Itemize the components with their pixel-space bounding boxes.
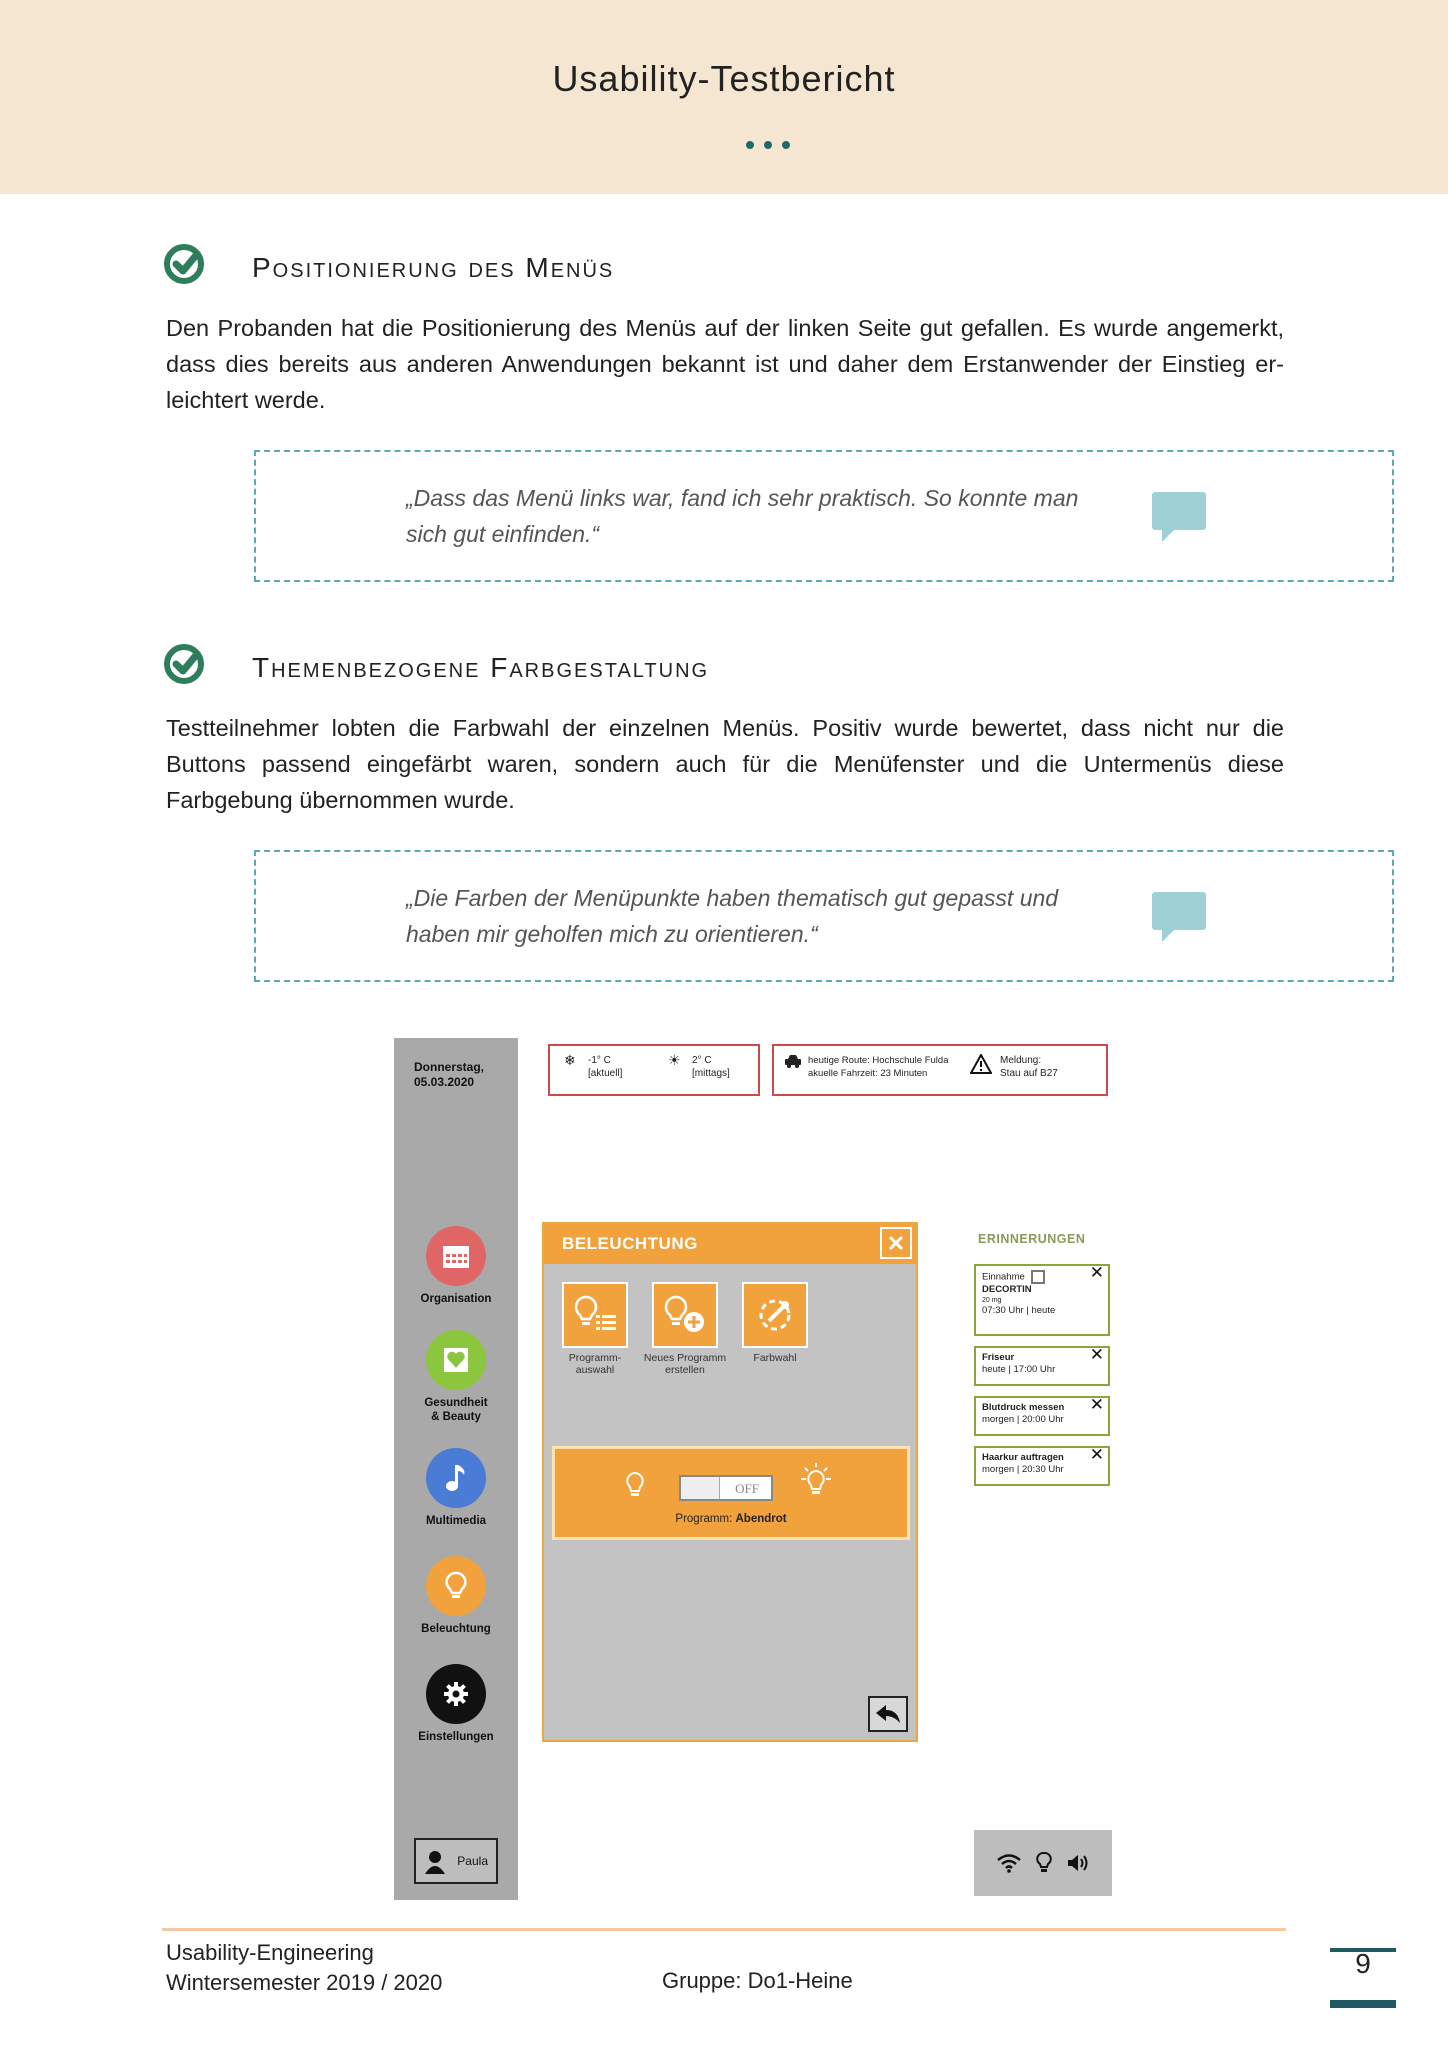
status-bar xyxy=(974,1830,1112,1896)
color-select-button[interactable] xyxy=(742,1282,808,1348)
menu-label: Gesundheit & Beauty xyxy=(424,1397,488,1423)
heart-icon xyxy=(426,1330,486,1390)
lightbulb-on-icon xyxy=(793,1463,839,1503)
footer-group: Gruppe: Do1-Heine xyxy=(662,1968,853,1993)
quote-text: „Die Farben der Menüpunkte haben thematisch gut gepasst und haben mir geholfen mich zu orientieren.“ xyxy=(406,885,1059,947)
header-dots-icon xyxy=(746,136,800,154)
user-button[interactable] xyxy=(414,1838,498,1884)
user-icon xyxy=(424,1850,446,1874)
speech-bubble-icon xyxy=(1152,492,1208,542)
speech-bubble-icon xyxy=(1152,892,1208,942)
section-paragraph: Den Probanden hat die Positionierung des Menüs auf der linken Seite gut gefallen. Es wurde angemerkt, dass dies bereits aus anderen Anwendungen bekannt ist und daher dem Erstanwender der Einstieg er-leichtert werde. xyxy=(166,315,1284,413)
quote-box xyxy=(254,850,1394,982)
footer-left xyxy=(166,1938,442,1998)
user-name: Paula xyxy=(457,1854,488,1868)
menu-item-organisation[interactable] xyxy=(394,1226,518,1306)
new-program-button[interactable] xyxy=(652,1282,718,1348)
footer-semester: Wintersemester 2019 / 2020 xyxy=(166,1970,443,1995)
close-icon[interactable]: ✕ xyxy=(1089,1263,1104,1282)
menu-label: Multimedia xyxy=(425,1515,487,1527)
footer-divider xyxy=(162,1928,1286,1931)
color-wheel-icon xyxy=(755,1295,795,1335)
check-circle-icon xyxy=(164,244,204,284)
calendar-icon xyxy=(426,1226,486,1286)
quote-box xyxy=(254,450,1394,582)
page-number-bar xyxy=(1330,2000,1396,2008)
sun-icon: ☀ xyxy=(668,1052,681,1068)
lightbulb-off-icon xyxy=(625,1471,645,1499)
gear-icon xyxy=(426,1664,486,1724)
menu-item-multimedia[interactable] xyxy=(394,1448,518,1528)
close-icon[interactable]: ✕ xyxy=(1089,1445,1104,1464)
menu-label: Organisation xyxy=(420,1293,492,1305)
warning-icon xyxy=(970,1054,992,1074)
page-number: 9 xyxy=(1355,1948,1371,1979)
section-heading xyxy=(164,244,1264,294)
close-icon[interactable]: ✕ xyxy=(1089,1395,1104,1414)
menu-label: Beleuchtung xyxy=(421,1623,491,1635)
menu-item-health-beauty[interactable] xyxy=(394,1330,518,1424)
reminder-item[interactable]: Haarkur auftragen morgen | 20:30 Uhr ✕ xyxy=(974,1446,1110,1486)
reminder-item[interactable]: Einnahme DECORTIN 20 mg 07:30 Uhr | heute ✕ xyxy=(974,1264,1110,1336)
close-icon[interactable]: ✕ xyxy=(1089,1345,1104,1364)
light-toggle-switch[interactable] xyxy=(679,1475,773,1501)
footer-course: Usability-Engineering xyxy=(166,1940,374,1965)
menu-item-settings[interactable] xyxy=(394,1664,518,1744)
program-select-button[interactable] xyxy=(562,1282,628,1348)
traffic-box: heutige Route: Hochschule Fulda akuelle Fahrzeit: 23 Minuten Meldung: Stau auf B27 xyxy=(772,1044,1108,1096)
lighting-panel xyxy=(542,1222,918,1742)
section-title: Positionierung des Menüs xyxy=(252,252,615,283)
speaker-icon[interactable] xyxy=(1066,1853,1090,1873)
lightbulb-icon xyxy=(426,1556,486,1616)
reminders-title: ERINNERUNGEN xyxy=(978,1232,1086,1246)
menu-label: Einstellungen xyxy=(418,1731,494,1743)
snowflake-icon: ❄ xyxy=(564,1052,576,1068)
button-label: Programm- auswahl xyxy=(568,1352,622,1376)
app-screenshot xyxy=(394,1038,1112,1900)
back-arrow-icon xyxy=(874,1703,902,1725)
page-title: Usability-Testbericht xyxy=(552,58,896,99)
close-icon xyxy=(888,1235,904,1251)
lighting-toggle-box xyxy=(552,1446,910,1540)
check-circle-icon xyxy=(164,644,204,684)
date-display: Donnerstag, 05.03.2020 xyxy=(414,1060,485,1089)
lightbulb-add-icon xyxy=(662,1295,708,1335)
close-button[interactable] xyxy=(880,1227,912,1259)
section-heading xyxy=(164,644,1264,694)
car-icon xyxy=(784,1054,802,1068)
button-label: Neues Programm erstellen xyxy=(643,1352,727,1376)
page-header xyxy=(0,0,1448,194)
quote-text: „Dass das Menü links war, fand ich sehr praktisch. So konnte man sich gut einfinden.“ xyxy=(406,485,1079,547)
reminder-item[interactable]: Friseur heute | 17:00 Uhr ✕ xyxy=(974,1346,1110,1386)
lightbulb-list-icon xyxy=(572,1295,618,1335)
section-paragraph: Testteilnehmer lobten die Farbwahl der einzelnen Menüs. Positiv wurde bewertet, dass nicht nur die Buttons passend eingefärbt waren, sondern auch für die Menüfenster und die Untermenüs diese Farbgebung übernommen wurde. xyxy=(166,715,1284,813)
lightbulb-icon[interactable] xyxy=(1036,1851,1052,1875)
music-note-icon xyxy=(426,1448,486,1508)
panel-title: BELEUCHTUNG xyxy=(562,1234,698,1253)
reminder-item[interactable]: Blutdruck messen morgen | 20:00 Uhr ✕ xyxy=(974,1396,1110,1436)
back-button[interactable] xyxy=(868,1696,908,1732)
program-status: Programm: Abendrot xyxy=(675,1513,787,1525)
section-title: Themenbezogene Farbgestaltung xyxy=(252,652,710,683)
wifi-icon[interactable] xyxy=(996,1853,1022,1873)
menu-item-lighting[interactable] xyxy=(394,1556,518,1636)
sidebar xyxy=(394,1038,518,1900)
toggle-state: OFF xyxy=(735,1481,759,1496)
weather-box: ❄ -1° C [aktuell] ☀ 2° C [mittags] xyxy=(548,1044,760,1096)
checkbox[interactable] xyxy=(1031,1270,1045,1284)
panel-titlebar xyxy=(544,1224,916,1264)
button-label: Farbwahl xyxy=(753,1352,797,1364)
